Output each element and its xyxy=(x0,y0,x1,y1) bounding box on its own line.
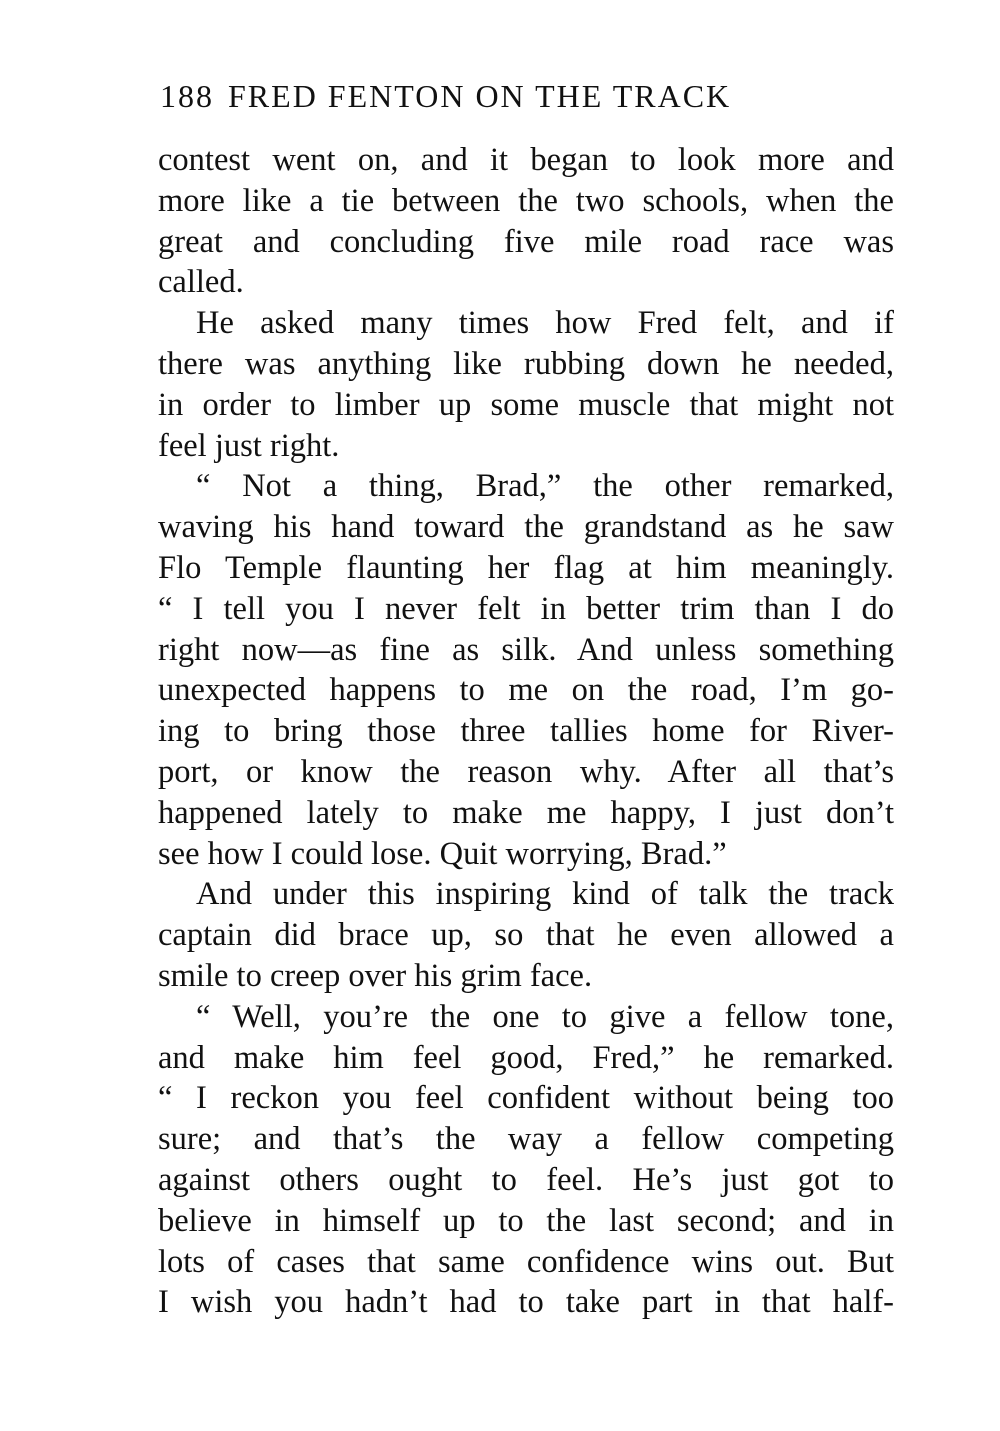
text-line: “ Not a thing, Brad,” the other remarked, xyxy=(196,468,894,505)
text-line: unexpected happens to me on the road, I’m go- xyxy=(158,672,894,709)
text-line: I wish you hadn’t had to take part in that half- xyxy=(158,1284,894,1321)
text-line: “ I reckon you feel confident without being too xyxy=(158,1080,894,1117)
text-line: in order to limber up some muscle that might not xyxy=(158,386,894,423)
page-number: 188 xyxy=(160,78,214,114)
text-line: great and concluding five mile road race was xyxy=(158,223,894,260)
running-title: FRED FENTON ON THE TRACK xyxy=(228,78,732,114)
text-line: there was anything like rubbing down he needed, xyxy=(158,345,894,382)
text-line: more like a tie between the two schools, when the xyxy=(158,182,894,219)
text-line: contest went on, and it began to look more and xyxy=(158,142,894,178)
text-line: right now—as fine as silk. And unless something xyxy=(158,631,894,668)
text-line: sure; and that’s the way a fellow competing xyxy=(158,1121,894,1158)
text-line: and make him feel good, Fred,” he remarked. xyxy=(158,1039,894,1076)
text-line: And under this inspiring kind of talk the track xyxy=(196,876,894,913)
text-line: believe in himself up to the last second; and in xyxy=(158,1202,894,1239)
text-line: He asked many times how Fred felt, and if xyxy=(196,305,894,342)
text-line: feel just right. xyxy=(158,427,340,464)
text-line: called. xyxy=(158,264,244,301)
text-line: port, or know the reason why. After all that’s xyxy=(158,753,894,790)
text-line: happened lately to make me happy, I just don’t xyxy=(158,794,894,831)
text-line: see how I could lose. Quit worrying, Brad.” xyxy=(158,835,727,872)
text-line: captain did brace up, so that he even allowed a xyxy=(158,917,894,954)
running-head xyxy=(160,78,900,124)
text-line: “ I tell you I never felt in better trim than I do xyxy=(158,590,894,627)
text-line: lots of cases that same confidence wins out. But xyxy=(158,1243,894,1280)
text-line: ing to bring those three tallies home for River- xyxy=(158,713,894,750)
text-line: Flo Temple flaunting her flag at him meaningly. xyxy=(158,549,894,586)
text-line: “ Well, you’re the one to give a fellow tone, xyxy=(196,998,894,1035)
text-line: smile to creep over his grim face. xyxy=(158,957,593,994)
body-text xyxy=(158,140,894,1323)
text-line: waving his hand toward the grandstand as he saw xyxy=(158,509,894,546)
text-line: against others ought to feel. He’s just got to xyxy=(158,1161,894,1198)
